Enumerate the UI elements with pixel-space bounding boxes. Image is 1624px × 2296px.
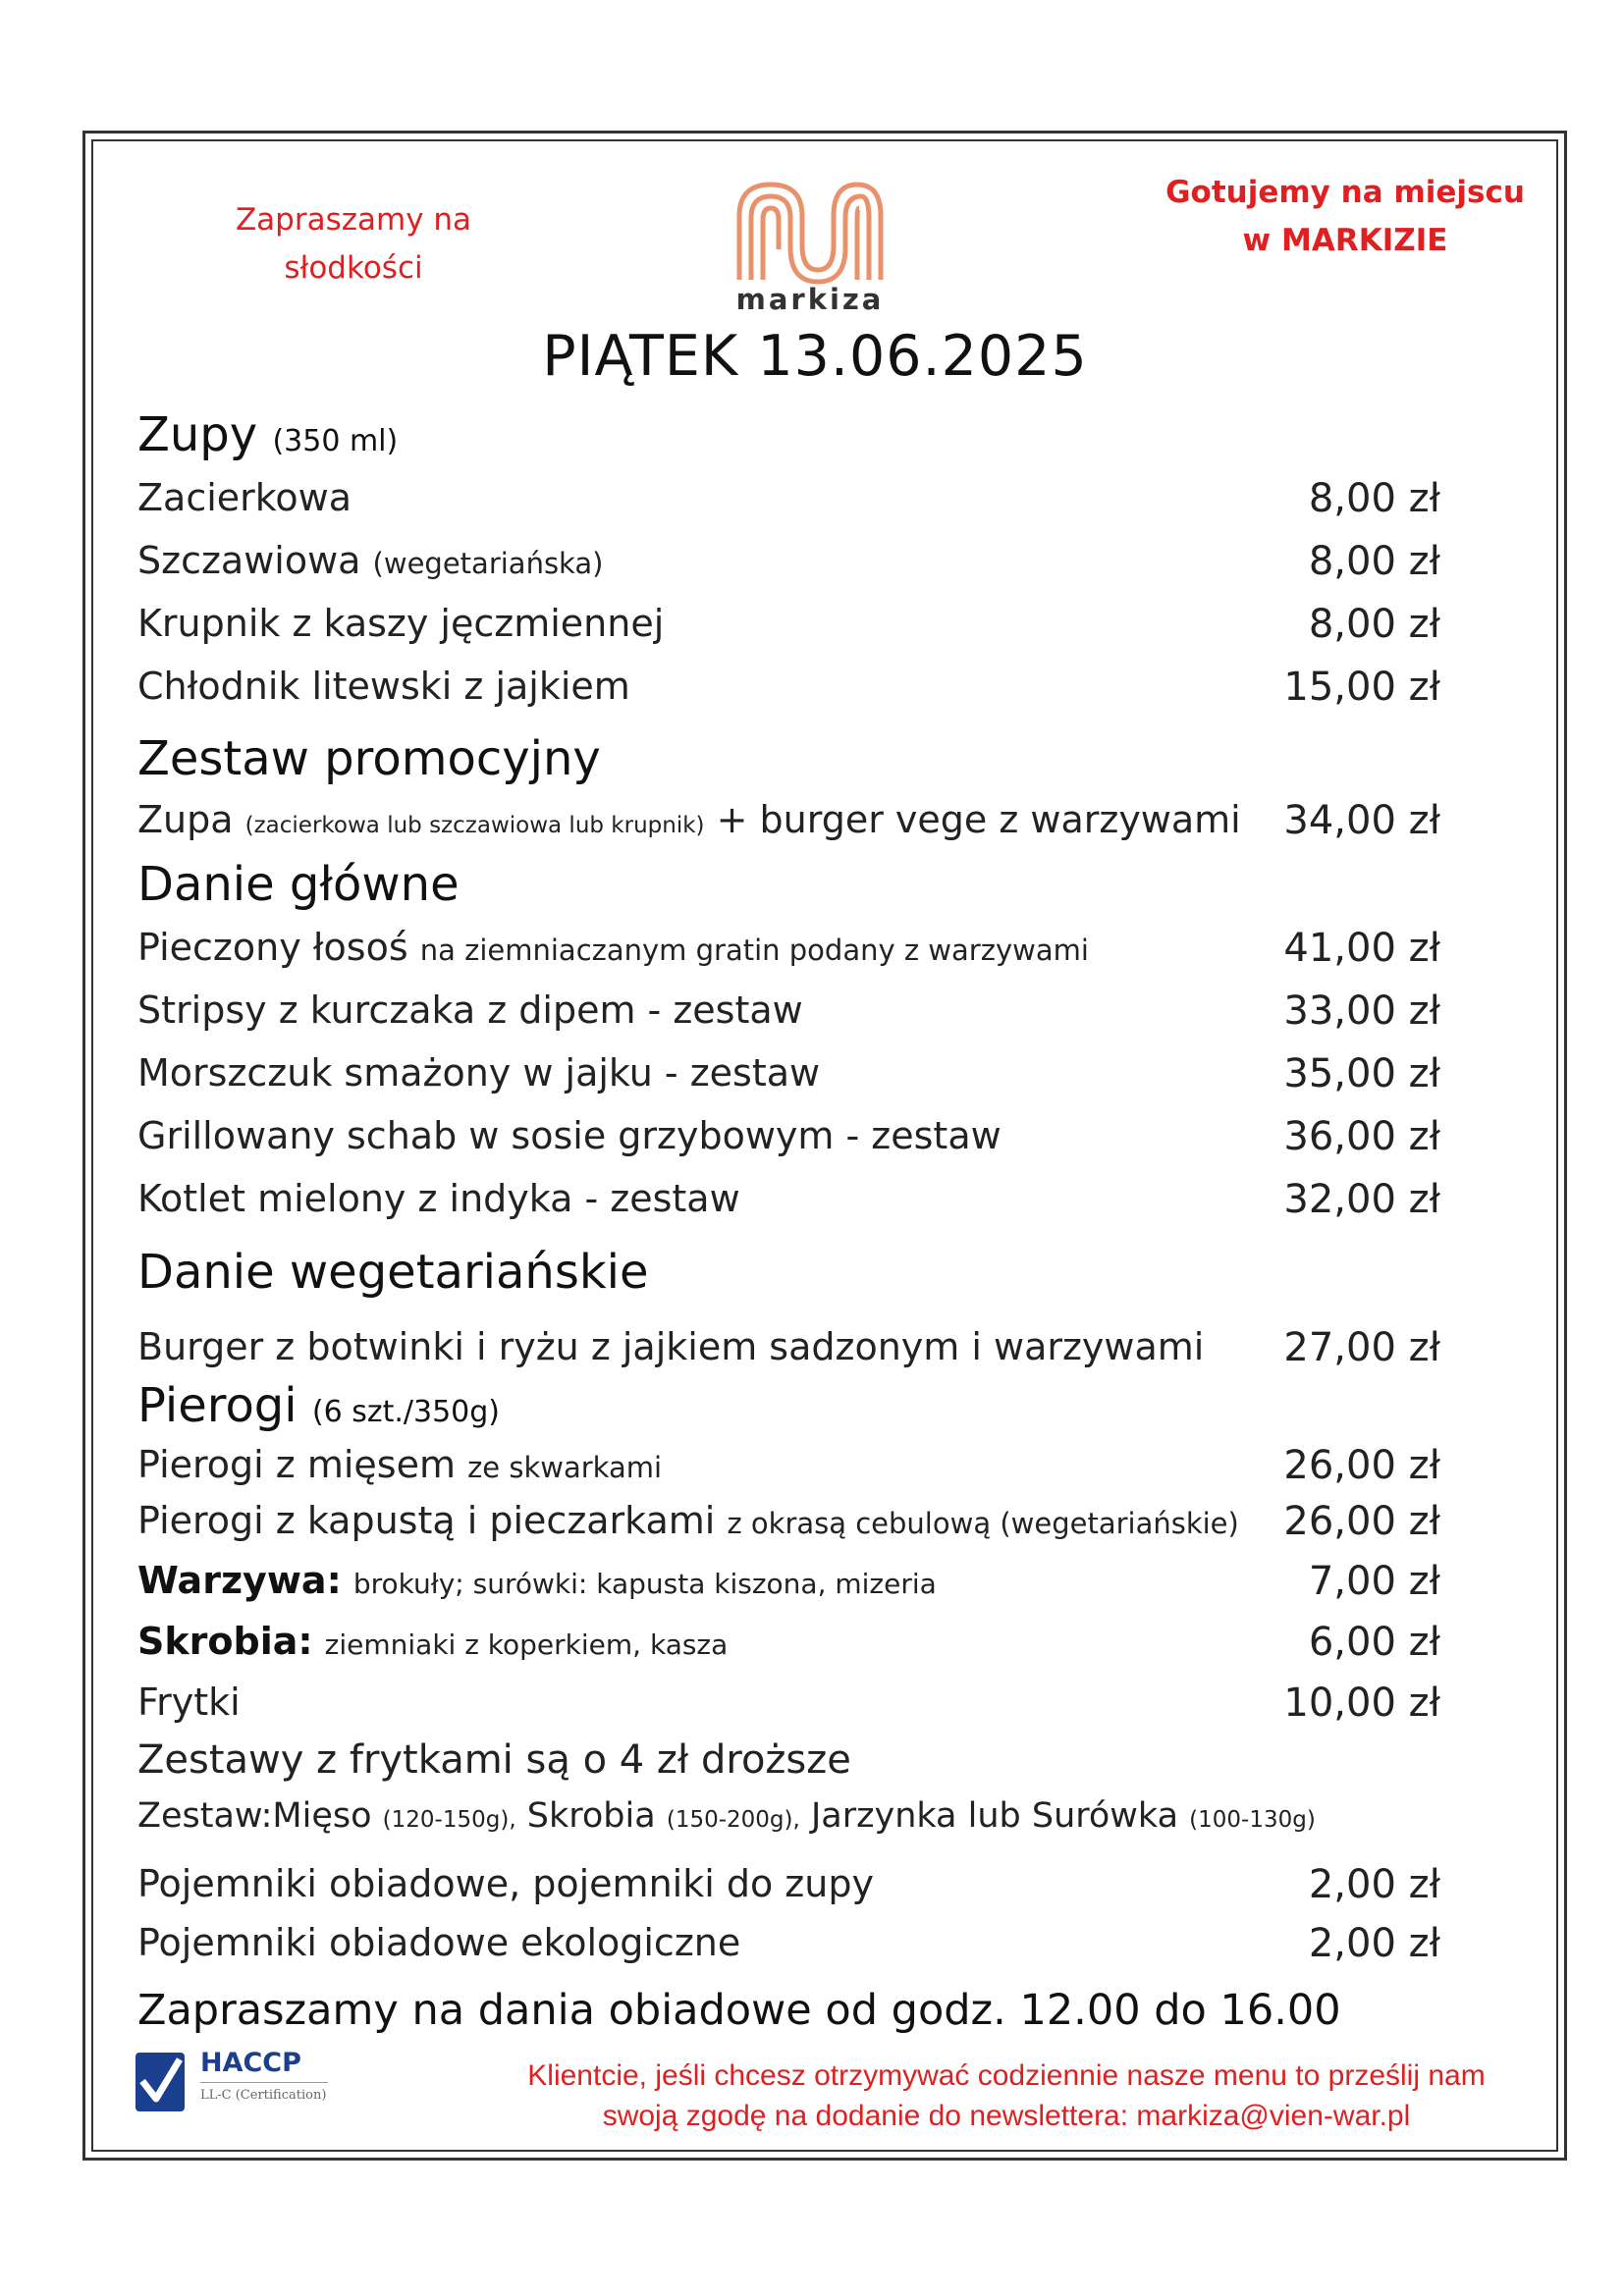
section-vegetarian — [137, 1245, 649, 1300]
side-fries-label: Frytki — [137, 1681, 241, 1724]
item-name: Pojemniki obiadowe, pojemniki do zupy — [137, 1862, 874, 1905]
item-price: 6,00 zł — [1308, 1620, 1440, 1665]
section-main-title: Danie główne — [137, 857, 460, 912]
menu-item — [137, 476, 1532, 519]
menu-item — [137, 1051, 1532, 1095]
opening-hours — [137, 1986, 1532, 2035]
cooking-on-site-line2: w MARKIZIE — [1242, 223, 1448, 258]
item-name: Pieczony łosoś — [137, 926, 408, 969]
item-note: (zacierkowa lub szczawiowa lub krupnik) — [244, 813, 705, 838]
item-price: 26,00 zł — [1283, 1443, 1440, 1488]
haccp-title: HACCP — [200, 2048, 301, 2078]
item-price: 32,00 zł — [1283, 1177, 1440, 1222]
item-name: Chłodnik litewski z jajkiem — [137, 665, 630, 708]
item-name: Krupnik z kaszy jęczmiennej — [137, 602, 665, 645]
section-promo — [137, 731, 601, 786]
item-name: Pojemniki obiadowe ekologiczne — [137, 1921, 741, 1964]
side-vegetables — [137, 1559, 1532, 1602]
item-price: 8,00 zł — [1308, 539, 1440, 584]
set-composition — [137, 1796, 1532, 1836]
sweets-invite-line1: Zapraszamy na — [235, 202, 472, 238]
menu-item — [137, 1114, 1532, 1157]
sweets-invite-line2: słodkości — [284, 250, 423, 286]
haccp-divider — [200, 2082, 328, 2083]
item-note: z okrasą cebulową (wegetariańskie) — [727, 1507, 1239, 1540]
item-name: Zacierkowa — [137, 476, 352, 519]
menu-item — [137, 1921, 1532, 1964]
menu-item — [137, 926, 1532, 969]
menu-item — [137, 1499, 1532, 1542]
item-name: Burger z botwinki i ryżu z jajkiem sadzonym i warzywami — [137, 1325, 1205, 1368]
set-meat: Zestaw:Mięso — [137, 1796, 372, 1836]
side-fries — [137, 1681, 1532, 1724]
page-title: PIĄTEK 13.06.2025 — [542, 324, 1088, 389]
side-starch — [137, 1620, 1532, 1663]
item-note: (wegetariańska) — [372, 547, 604, 580]
item-note: na ziemniaczanym gratin podany z warzywami — [419, 934, 1089, 967]
item-price: 8,00 zł — [1308, 602, 1440, 647]
item-price: 10,00 zł — [1283, 1681, 1440, 1726]
side-vegetables-note: brokuły; surówki: kapusta kiszona, mizeria — [352, 1568, 937, 1600]
menu-item — [137, 798, 1532, 841]
item-name: Stripsy z kurczaka z dipem - zestaw — [137, 988, 803, 1032]
set-salad-note: (100-130g) — [1189, 1807, 1316, 1833]
side-starch-label: Skrobia: — [137, 1620, 313, 1663]
section-soups — [137, 407, 398, 462]
set-meat-note: (120-150g), — [382, 1807, 516, 1833]
menu-item — [137, 1443, 1532, 1486]
item-name: Kotlet mielony z indyka - zestaw — [137, 1177, 740, 1220]
item-price: 34,00 zł — [1283, 798, 1440, 843]
set-salad: Jarzynka lub Surówka — [810, 1796, 1179, 1836]
section-promo-title: Zestaw promocyjny — [137, 731, 601, 786]
sweets-invite — [196, 196, 511, 293]
side-starch-note: ziemniaki z koperkiem, kasza — [324, 1629, 729, 1661]
item-name: Pierogi z mięsem — [137, 1443, 456, 1486]
item-note: ze skwarkami — [467, 1451, 663, 1484]
section-main — [137, 857, 460, 912]
opening-hours-text: Zapraszamy na dania obiadowe od godz. 12.00 do 16.00 — [137, 1986, 1341, 2035]
menu-item — [137, 1177, 1532, 1220]
item-name-extra: + burger vege z warzywami — [716, 798, 1241, 841]
item-price: 7,00 zł — [1308, 1559, 1440, 1604]
menu-item — [137, 1325, 1532, 1368]
side-vegetables-label: Warzywa: — [137, 1559, 342, 1602]
cooking-on-site — [1159, 169, 1532, 265]
haccp-subtitle: LL-C (Certification) — [200, 2088, 327, 2103]
section-pierogi-note: (6 szt./350g) — [311, 1395, 500, 1429]
item-name: Pierogi z kapustą i pieczarkami — [137, 1499, 716, 1542]
item-name: Morszczuk smażony w jajku - zestaw — [137, 1051, 821, 1095]
newsletter-note — [442, 2056, 1571, 2136]
item-price: 33,00 zł — [1283, 988, 1440, 1034]
section-soups-note: (350 ml) — [272, 424, 399, 458]
newsletter-line2: swoją zgodę na dodanie do newslettera: markiza@vien-war.pl — [602, 2100, 1411, 2132]
item-price: 15,00 zł — [1283, 665, 1440, 710]
newsletter-line1: Klientcie, jeśli chcesz otrzymywać codziennie nasze menu to prześlij nam — [527, 2059, 1486, 2092]
section-pierogi — [137, 1378, 500, 1433]
item-price: 2,00 zł — [1308, 1862, 1440, 1907]
item-price: 2,00 zł — [1308, 1921, 1440, 1966]
item-name: Zupa — [137, 798, 234, 841]
cooking-on-site-line1: Gotujemy na miejscu — [1165, 175, 1525, 210]
set-starch: Skrobia — [526, 1796, 656, 1836]
menu-item — [137, 602, 1532, 645]
markiza-logo-icon — [731, 177, 889, 285]
sets-info-text: Zestawy z frytkami są o 4 zł droższe — [137, 1737, 851, 1783]
sets-info — [137, 1737, 1532, 1783]
item-price: 41,00 zł — [1283, 926, 1440, 971]
item-name: Grillowany schab w sosie grzybowym - zestaw — [137, 1114, 1001, 1157]
item-price: 35,00 zł — [1283, 1051, 1440, 1096]
menu-item — [137, 665, 1532, 708]
section-pierogi-title: Pierogi — [137, 1378, 298, 1433]
item-price: 36,00 zł — [1283, 1114, 1440, 1159]
section-vegetarian-title: Danie wegetariańskie — [137, 1245, 649, 1300]
haccp-check-icon — [135, 2052, 186, 2112]
menu-item — [137, 539, 1532, 582]
item-price: 27,00 zł — [1283, 1325, 1440, 1370]
item-price: 8,00 zł — [1308, 476, 1440, 521]
menu-item — [137, 1862, 1532, 1905]
item-price: 26,00 zł — [1283, 1499, 1440, 1544]
menu-item — [137, 988, 1532, 1032]
logo-wordmark: markiza — [735, 283, 885, 316]
item-name: Szczawiowa — [137, 539, 361, 582]
set-starch-note: (150-200g), — [666, 1807, 800, 1833]
section-soups-title: Zupy — [137, 407, 258, 462]
